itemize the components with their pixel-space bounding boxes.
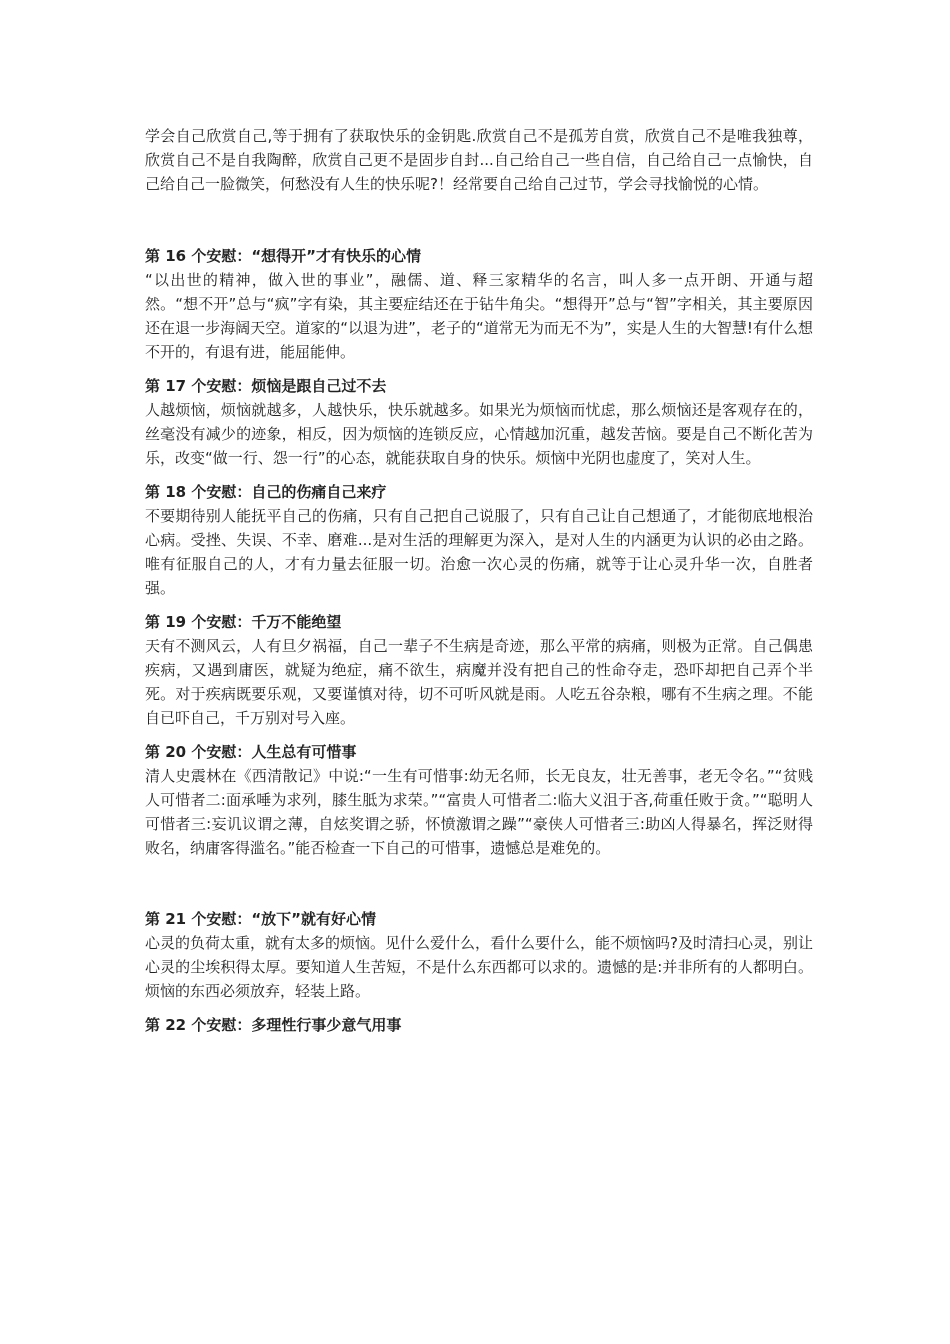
- section-body: 天有不测风云，人有旦夕祸福，自己一辈子不生病是奇迹，那么平常的病痛，则极为正常。自己偶患疾病，又遇到庸医，就疑为绝症，痛不欲生，病魔并没有把自己的性命夺走，恐吓却把自己弄个半死。对于疾病既要乐观，又要谨慎对待，切不可听风就是雨。人吃五谷杂粮，哪有不生病之理。不能自已吓自己，千万别对号入座。: [145, 637, 813, 727]
- intro-paragraph: 学会自己欣赏自己,等于拥有了获取快乐的金钥匙.欣赏自己不是孤芳自赏，欣赏自己不是唯我独尊，欣赏自己不是自我陶醉，欣赏自己更不是固步自封...自己给自己一些自信，自己给自己一点愉快，自己给自己一脸微笑，何愁没有人生的快乐呢?！经常要自己给自己过节，学会寻找愉悦的心情。: [145, 127, 813, 193]
- section-body: “以出世的精神，做入世的事业”，融儒、道、释三家精华的名言，叫人多一点开朗、开通与超然。“想不开”总与“疯”字有染，其主要症结还在于钻牛角尖。“想得开”总与“智”字相关，其主要原因还在退一步海阔天空。道家的“以退为进”，老子的“道常无为而无不为”，实是人生的大智慧!有什么想不开的，有退有进，能屈能伸。: [145, 271, 813, 361]
- section-body: 清人史震林在《西清散记》中说:“一生有可惜事:幼无名师，长无良友，壮无善事，老无令名。”“贫贱人可惜者二:面承唾为求列，膝生胝为求荣。”“富贵人可惜者二:临大义沮于吝,荷重任败于贪。”“聪明人可惜者三:妄讥议谓之薄，自炫奖谓之骄，怀愤激谓之躁”“豪侠人可惜者三:助凶人得暴名，挥泛财得败名，纳庸客得滥名。”能否检查一下自己的可惜事，遗憾总是难免的。: [145, 767, 813, 857]
- section-18: [145, 480, 813, 600]
- section-body: 心灵的负荷太重，就有太多的烦恼。见什么爱什么，看什么要什么，能不烦恼吗?及时清扫心灵，别让心灵的尘埃积得太厚。要知道人生苦短，不是什么东西都可以求的。遗憾的是:并非所有的人都明白。烦恼的东西必须放弃，轻装上路。: [145, 934, 813, 1000]
- section-22: [145, 1013, 813, 1037]
- section-heading: 第 19 个安慰：千万不能绝望: [145, 613, 342, 631]
- section-21: [145, 907, 813, 1003]
- section-heading: 第 17 个安慰：烦恼是跟自己过不去: [145, 377, 387, 395]
- section-body: 人越烦恼，烦恼就越多，人越快乐，快乐就越多。如果光为烦恼而忧虑，那么烦恼还是客观存在的，丝毫没有减少的迹象，相反，因为烦恼的连锁反应，心情越加沉重，越发苦恼。要是自己不断化苦为乐，改变“做一行、怨一行”的心态，就能获取自身的快乐。烦恼中光阴也虚度了，笑对人生。: [145, 401, 813, 467]
- section-16: [145, 244, 813, 364]
- section-19: [145, 610, 813, 730]
- section-body: 不要期待别人能抚平自己的伤痛，只有自己把自己说服了，只有自己让自己想通了，才能彻底地根治心病。受挫、失误、不幸、磨难...是对生活的理解更为深入，是对人生的内涵更为认识的必由之路。唯有征服自己的人，才有力量去征服一切。治愈一次心灵的伤痛，就等于让心灵升华一次，自胜者强。: [145, 507, 813, 597]
- section-heading: 第 18 个安慰：自己的伤痛自己来疗: [145, 483, 387, 501]
- section-heading: 第 20 个安慰：人生总有可惜事: [145, 743, 357, 761]
- section-17: [145, 374, 813, 470]
- section-heading: 第 22 个安慰：多理性行事少意气用事: [145, 1016, 402, 1034]
- section-heading: 第 16 个安慰：“想得开”才有快乐的心情: [145, 247, 422, 265]
- document-page: [145, 124, 813, 1047]
- section-20: [145, 740, 813, 860]
- section-heading: 第 21 个安慰：“放下”就有好心情: [145, 910, 377, 928]
